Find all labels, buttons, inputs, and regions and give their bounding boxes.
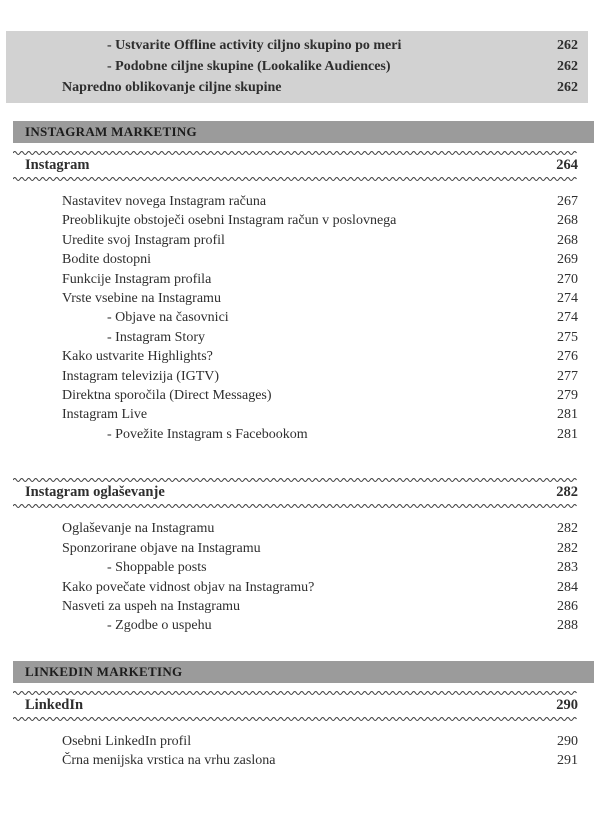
toc-entry-row — [62, 328, 578, 347]
toc-entry-title: - Zgodbe o uspehu — [107, 618, 212, 634]
toc-entry-row — [62, 732, 578, 751]
toc-entry-title: Instagram televizija (IGTV) — [62, 368, 220, 384]
toc-entry-row — [6, 77, 588, 98]
toc-entry-row — [62, 405, 578, 424]
toc-entry-page-number: 281 — [557, 426, 578, 442]
toc-entry-title: Uredite svoj Instagram profil — [62, 232, 225, 248]
toc-entry-row — [62, 751, 578, 770]
toc-entry-title: Direktna sporočila (Direct Messages) — [62, 388, 272, 404]
toc-entry-title: Kako povečate vidnost objav na Instagramu? — [62, 579, 315, 595]
toc-entry-page-number: 282 — [557, 540, 578, 556]
toc-entry-page-number: 276 — [557, 349, 578, 365]
toc-entry-title: - Podobne ciljne skupine (Lookalike Audiences) — [107, 59, 391, 74]
group-entries — [0, 192, 594, 444]
toc-entry-page-number: 274 — [557, 291, 578, 307]
toc-entry-title: - Objave na časovnici — [107, 310, 229, 326]
toc-entry-page-number: 269 — [557, 252, 578, 268]
toc-entry-page-number: 284 — [557, 579, 578, 595]
section-header-title: INSTAGRAM MARKETING — [25, 124, 197, 139]
wavy-divider — [13, 715, 578, 721]
group-entries — [0, 732, 594, 771]
toc-group — [0, 689, 594, 771]
section-groups — [0, 143, 594, 636]
group-title: Instagram — [25, 157, 90, 173]
toc-entry-page-number: 291 — [557, 753, 578, 769]
toc-entry-page-number: 279 — [557, 388, 578, 404]
toc-entry-title: Napredno oblikovanje ciljne skupine — [62, 80, 282, 95]
toc-entry-title: - Shoppable posts — [107, 560, 207, 576]
toc-entry-row — [62, 519, 578, 538]
toc-entry-row — [62, 425, 578, 444]
group-heading-row — [13, 155, 578, 175]
toc-entry-page-number: 277 — [557, 368, 578, 384]
toc-entry-row — [62, 347, 578, 366]
toc-entry-row — [6, 35, 588, 56]
toc-entry-title: Osebni LinkedIn profil — [62, 733, 192, 749]
toc-entry-row — [62, 616, 578, 635]
group-entries — [0, 519, 594, 635]
toc-entry-title: Bodite dostopni — [62, 252, 152, 268]
section-groups — [0, 683, 594, 771]
toc-entry-page-number: 274 — [557, 310, 578, 326]
section-header-bar — [13, 121, 594, 143]
toc-section — [0, 121, 594, 636]
carryover-entries-box — [6, 31, 588, 103]
toc-entry-row — [62, 578, 578, 597]
toc-group — [0, 476, 594, 635]
toc-entry-page-number: 290 — [557, 733, 578, 749]
toc-entry-title: - Ustvarite Offline activity ciljno skupino po meri — [107, 38, 402, 53]
toc-entry-title: Oglaševanje na Instagramu — [62, 521, 215, 537]
section-header-title: LINKEDIN MARKETING — [25, 663, 183, 679]
wavy-divider — [13, 502, 578, 508]
toc-entry-title: Vrste vsebine na Instagramu — [62, 291, 221, 307]
toc-entry-title: Instagram Live — [62, 407, 148, 423]
group-title: LinkedIn — [25, 696, 84, 713]
toc-entry-row — [62, 231, 578, 250]
toc-entry-row — [62, 250, 578, 269]
toc-entry-page-number: 262 — [557, 38, 578, 53]
toc-entry-title: Nasveti za uspeh na Instagramu — [62, 598, 241, 614]
toc-entry-title: Preoblikujte obstoječi osebni Instagram račun v poslovnega — [62, 213, 397, 229]
group-heading-row — [13, 482, 578, 502]
toc-entry-row — [62, 308, 578, 327]
toc-entry-title: Funkcije Instagram profila — [62, 271, 212, 287]
toc-entry-row — [62, 289, 578, 308]
toc-entry-title: - Povežite Instagram s Facebookom — [107, 426, 308, 442]
toc-entry-row — [62, 558, 578, 577]
group-heading-row — [13, 695, 578, 715]
toc-entry-page-number: 283 — [557, 560, 578, 576]
toc-entry-row — [6, 56, 588, 77]
toc-entry-title: Kako ustvarite Highlights? — [62, 349, 213, 365]
toc-group — [0, 149, 594, 444]
toc-entry-title: Nastavitev novega Instagram računa — [62, 194, 267, 209]
toc-entry-page-number: 270 — [557, 271, 578, 287]
toc-entry-page-number: 286 — [557, 598, 578, 614]
toc-entry-row — [62, 539, 578, 558]
toc-entry-row — [62, 597, 578, 616]
group-title: Instagram oglaševanje — [25, 484, 165, 501]
toc-entry-page-number: 288 — [557, 618, 578, 634]
wavy-divider — [13, 175, 578, 181]
group-page-number: 290 — [556, 696, 578, 713]
toc-entry-row — [62, 367, 578, 386]
section-header-bar — [13, 661, 594, 683]
toc-entry-row — [62, 192, 578, 211]
toc-entry-title: Sponzorirane objave na Instagramu — [62, 540, 261, 556]
toc-entry-page-number: 267 — [557, 194, 578, 209]
toc-entry-page-number: 268 — [557, 213, 578, 229]
toc-entry-page-number: 281 — [557, 407, 578, 423]
toc-entry-page-number: 275 — [557, 329, 578, 345]
group-page-number: 264 — [556, 157, 578, 173]
toc-entry-title: Črna menijska vrstica na vrhu zaslona — [62, 753, 276, 769]
toc-entry-title: - Instagram Story — [107, 329, 205, 345]
toc-entry-page-number: 268 — [557, 232, 578, 248]
toc-entry-page-number: 262 — [557, 80, 578, 95]
toc-entry-page-number: 282 — [557, 521, 578, 537]
group-page-number: 282 — [556, 484, 578, 501]
toc-entry-row — [62, 386, 578, 405]
toc-entry-row — [62, 270, 578, 289]
toc-section — [0, 661, 594, 771]
toc-sections — [0, 103, 594, 771]
toc-entry-page-number: 262 — [557, 59, 578, 74]
toc-entry-row — [62, 211, 578, 230]
